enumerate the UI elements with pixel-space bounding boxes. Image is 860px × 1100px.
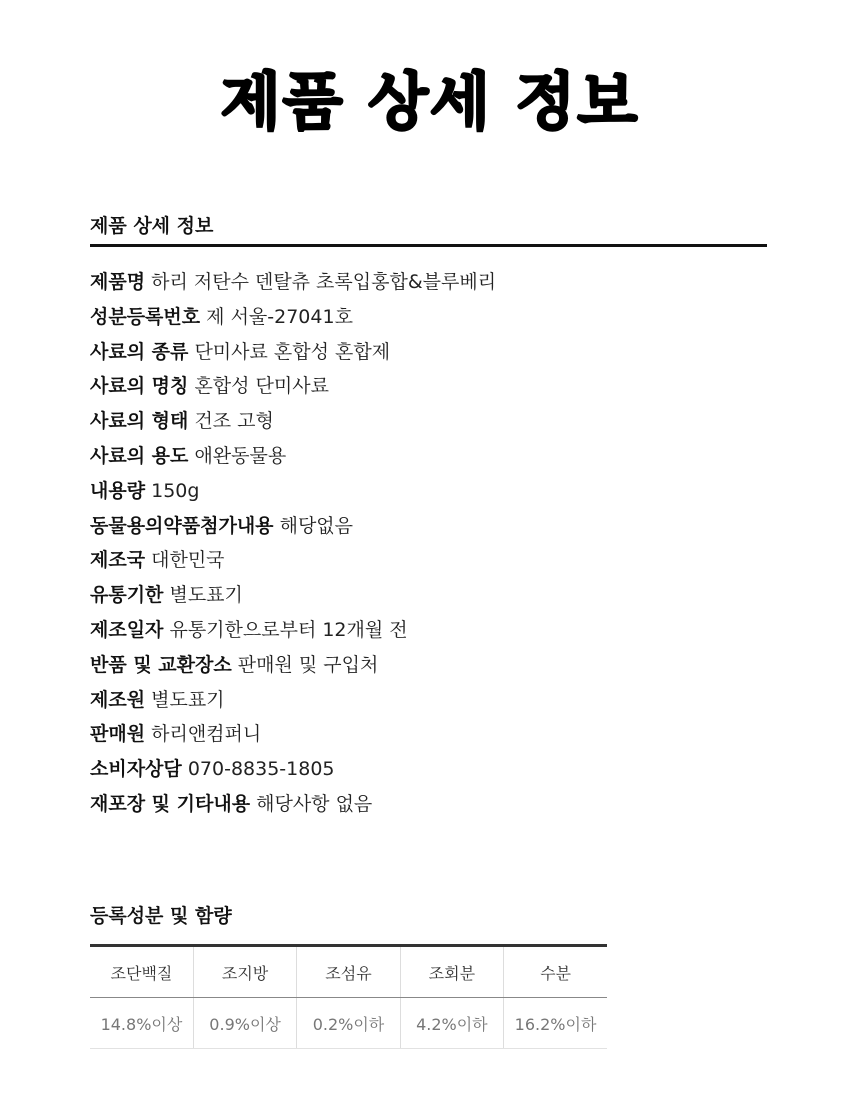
- detail-key: 유통기한: [90, 584, 164, 607]
- detail-row-feed-form: [90, 404, 767, 439]
- nutrient-header-cell: 조섬유: [297, 946, 400, 998]
- nutrient-header-cell: 수분: [504, 946, 607, 998]
- detail-value: 유통기한으로부터 12개월 전: [169, 618, 408, 641]
- detail-row-feed-type: [90, 335, 767, 370]
- detail-value: 애완동물용: [194, 444, 287, 467]
- product-details-list: [90, 247, 767, 822]
- detail-row-product-name: [90, 265, 767, 300]
- detail-value: 건조 고형: [194, 410, 274, 433]
- detail-value: 혼합성 단미사료: [194, 375, 329, 398]
- detail-row-customer-service: [90, 752, 767, 787]
- nutrient-value-cell: 0.2%이하: [297, 998, 400, 1049]
- detail-value: 별도표기: [151, 688, 225, 711]
- detail-key: 성분등록번호: [90, 305, 201, 328]
- detail-key: 제조원: [90, 688, 146, 711]
- detail-row-expiry-date: [90, 578, 767, 613]
- page-title: 제품 상세 정보: [220, 65, 640, 138]
- detail-value: 해당사항 없음: [256, 792, 373, 815]
- detail-key: 사료의 명칭: [90, 375, 189, 398]
- nutrient-value-row: [90, 998, 607, 1049]
- nutrients-section: [90, 902, 607, 1049]
- detail-key: 제조국: [90, 549, 146, 572]
- detail-key: 제조일자: [90, 618, 164, 641]
- nutrient-header-cell: 조단백질: [90, 946, 193, 998]
- detail-row-net-weight: [90, 474, 767, 509]
- detail-key: 반품 및 교환장소: [90, 653, 232, 676]
- detail-key: 내용량: [90, 479, 146, 502]
- product-details-section: [90, 212, 767, 822]
- detail-key: 재포장 및 기타내용: [90, 792, 251, 815]
- nutrient-header-cell: 조회분: [400, 946, 503, 998]
- nutrient-header-cell: 조지방: [193, 946, 296, 998]
- detail-row-manufacture-date: [90, 613, 767, 648]
- detail-key: 사료의 용도: [90, 444, 189, 467]
- detail-key: 판매원: [90, 723, 146, 746]
- detail-row-feed-use: [90, 439, 767, 474]
- detail-value: 판매원 및 구입처: [237, 653, 379, 676]
- detail-value: 대한민국: [151, 549, 225, 572]
- detail-key: 사료의 종류: [90, 340, 189, 363]
- nutrients-heading: 등록성분 및 함량: [90, 905, 232, 927]
- nutrient-value-cell: 14.8%이상: [90, 998, 193, 1049]
- nutrient-value-cell: 4.2%이하: [400, 998, 503, 1049]
- detail-row-manufacturer: [90, 683, 767, 718]
- detail-row-seller: [90, 717, 767, 752]
- detail-value: 하리앤컴퍼니: [151, 723, 262, 746]
- detail-value: 150g: [151, 479, 200, 502]
- detail-value: 해당없음: [279, 514, 354, 537]
- detail-row-veterinary-additives: [90, 509, 767, 544]
- product-details-heading: 제품 상세 정보: [90, 212, 767, 247]
- detail-row-repackaging: [90, 787, 767, 822]
- detail-value: 단미사료 혼합성 혼합제: [194, 340, 391, 363]
- nutrient-value-cell: 0.9%이상: [193, 998, 296, 1049]
- detail-value: 제 서울-27041호: [206, 305, 353, 328]
- detail-value: 하리 저탄수 덴탈츄 초록입홍합&블루베리: [151, 271, 497, 293]
- detail-value: 070-8835-1805: [187, 758, 335, 781]
- detail-key: 제품명: [90, 271, 146, 293]
- detail-row-registration-number: [90, 300, 767, 335]
- detail-key: 동물용의약품첨가내용: [90, 514, 274, 537]
- detail-row-feed-name: [90, 369, 767, 404]
- nutrient-value-cell: 16.2%이하: [504, 998, 607, 1049]
- nutrient-header-row: [90, 946, 607, 998]
- detail-row-return-location: [90, 648, 767, 683]
- detail-key: 소비자상담: [90, 758, 182, 781]
- detail-value: 별도표기: [169, 584, 243, 607]
- detail-key: 사료의 형태: [90, 410, 189, 433]
- nutrient-table: [90, 944, 607, 1049]
- detail-row-country-of-origin: [90, 543, 767, 578]
